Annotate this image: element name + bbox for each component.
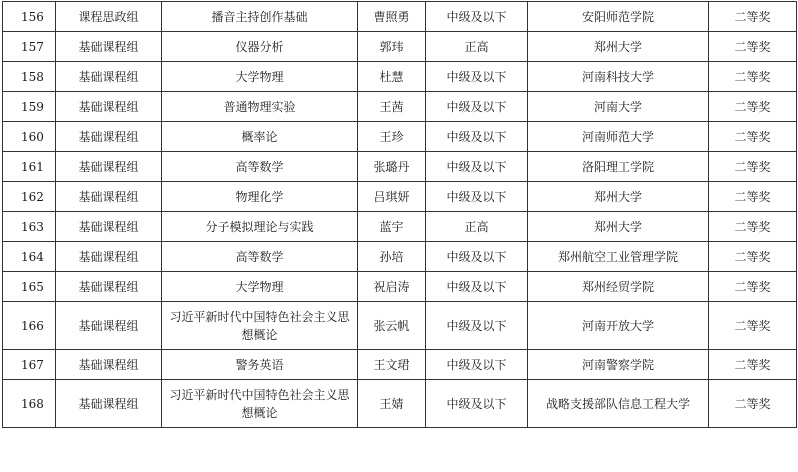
cell-number: 164 xyxy=(3,242,56,272)
cell-group: 基础课程组 xyxy=(56,212,162,242)
cell-school: 河南大学 xyxy=(528,92,709,122)
cell-award: 二等奖 xyxy=(709,152,797,182)
cell-group: 基础课程组 xyxy=(56,92,162,122)
cell-course: 物理化学 xyxy=(162,182,358,212)
cell-number: 165 xyxy=(3,272,56,302)
cell-name: 祝启涛 xyxy=(358,272,426,302)
cell-title: 中级及以下 xyxy=(426,350,528,380)
cell-course: 习近平新时代中国特色社会主义思想概论 xyxy=(162,380,358,428)
cell-name: 曹照勇 xyxy=(358,2,426,32)
cell-award: 二等奖 xyxy=(709,182,797,212)
table-row xyxy=(3,32,797,62)
cell-number: 166 xyxy=(3,302,56,350)
table-row xyxy=(3,380,797,428)
cell-name: 王茜 xyxy=(358,92,426,122)
cell-title: 中级及以下 xyxy=(426,182,528,212)
cell-title: 正高 xyxy=(426,32,528,62)
cell-school: 安阳师范学院 xyxy=(528,2,709,32)
cell-number: 162 xyxy=(3,182,56,212)
cell-group: 基础课程组 xyxy=(56,182,162,212)
cell-course: 普通物理实验 xyxy=(162,92,358,122)
cell-school: 河南科技大学 xyxy=(528,62,709,92)
cell-school: 郑州航空工业管理学院 xyxy=(528,242,709,272)
table-body xyxy=(3,2,797,428)
table-row xyxy=(3,122,797,152)
cell-number: 159 xyxy=(3,92,56,122)
cell-number: 157 xyxy=(3,32,56,62)
cell-number: 163 xyxy=(3,212,56,242)
table-row xyxy=(3,92,797,122)
cell-school: 郑州大学 xyxy=(528,182,709,212)
cell-award: 二等奖 xyxy=(709,92,797,122)
cell-group: 基础课程组 xyxy=(56,122,162,152)
cell-name: 王婧 xyxy=(358,380,426,428)
cell-award: 二等奖 xyxy=(709,62,797,92)
table-row xyxy=(3,272,797,302)
cell-title: 中级及以下 xyxy=(426,62,528,92)
cell-name: 王文珺 xyxy=(358,350,426,380)
cell-course: 概率论 xyxy=(162,122,358,152)
cell-school: 洛阳理工学院 xyxy=(528,152,709,182)
cell-number: 161 xyxy=(3,152,56,182)
cell-name: 杜慧 xyxy=(358,62,426,92)
cell-title: 中级及以下 xyxy=(426,122,528,152)
cell-award: 二等奖 xyxy=(709,2,797,32)
cell-award: 二等奖 xyxy=(709,272,797,302)
cell-course: 大学物理 xyxy=(162,62,358,92)
cell-title: 中级及以下 xyxy=(426,92,528,122)
cell-course: 大学物理 xyxy=(162,272,358,302)
cell-number: 156 xyxy=(3,2,56,32)
cell-title: 中级及以下 xyxy=(426,242,528,272)
cell-number: 167 xyxy=(3,350,56,380)
cell-group: 基础课程组 xyxy=(56,152,162,182)
cell-school: 河南警察学院 xyxy=(528,350,709,380)
table-row xyxy=(3,212,797,242)
cell-group: 基础课程组 xyxy=(56,272,162,302)
cell-course: 警务英语 xyxy=(162,350,358,380)
cell-name: 张云帆 xyxy=(358,302,426,350)
cell-title: 中级及以下 xyxy=(426,302,528,350)
cell-award: 二等奖 xyxy=(709,302,797,350)
cell-school: 郑州经贸学院 xyxy=(528,272,709,302)
cell-course: 播音主持创作基础 xyxy=(162,2,358,32)
cell-title: 正高 xyxy=(426,212,528,242)
table-row xyxy=(3,2,797,32)
cell-title: 中级及以下 xyxy=(426,152,528,182)
table-row xyxy=(3,152,797,182)
cell-course: 仪器分析 xyxy=(162,32,358,62)
cell-award: 二等奖 xyxy=(709,32,797,62)
cell-award: 二等奖 xyxy=(709,122,797,152)
table-row xyxy=(3,182,797,212)
cell-course: 习近平新时代中国特色社会主义思想概论 xyxy=(162,302,358,350)
cell-number: 160 xyxy=(3,122,56,152)
cell-name: 郭玮 xyxy=(358,32,426,62)
cell-group: 基础课程组 xyxy=(56,302,162,350)
cell-award: 二等奖 xyxy=(709,242,797,272)
cell-course: 高等数学 xyxy=(162,152,358,182)
cell-name: 张璐丹 xyxy=(358,152,426,182)
cell-course: 分子模拟理论与实践 xyxy=(162,212,358,242)
awards-table xyxy=(2,1,797,428)
cell-name: 孙培 xyxy=(358,242,426,272)
cell-school: 河南开放大学 xyxy=(528,302,709,350)
table-row xyxy=(3,302,797,350)
cell-group: 基础课程组 xyxy=(56,380,162,428)
cell-school: 河南师范大学 xyxy=(528,122,709,152)
cell-name: 王珍 xyxy=(358,122,426,152)
cell-name: 吕琪妍 xyxy=(358,182,426,212)
cell-school: 郑州大学 xyxy=(528,32,709,62)
cell-award: 二等奖 xyxy=(709,380,797,428)
table-row xyxy=(3,62,797,92)
cell-group: 基础课程组 xyxy=(56,242,162,272)
cell-title: 中级及以下 xyxy=(426,2,528,32)
cell-group: 基础课程组 xyxy=(56,350,162,380)
cell-course: 高等数学 xyxy=(162,242,358,272)
cell-group: 基础课程组 xyxy=(56,62,162,92)
cell-title: 中级及以下 xyxy=(426,380,528,428)
cell-number: 168 xyxy=(3,380,56,428)
table-row xyxy=(3,350,797,380)
cell-name: 蓝宇 xyxy=(358,212,426,242)
cell-award: 二等奖 xyxy=(709,350,797,380)
cell-group: 课程思政组 xyxy=(56,2,162,32)
table-row xyxy=(3,242,797,272)
cell-school: 郑州大学 xyxy=(528,212,709,242)
cell-award: 二等奖 xyxy=(709,212,797,242)
cell-group: 基础课程组 xyxy=(56,32,162,62)
cell-title: 中级及以下 xyxy=(426,272,528,302)
cell-school: 战略支援部队信息工程大学 xyxy=(528,380,709,428)
cell-number: 158 xyxy=(3,62,56,92)
